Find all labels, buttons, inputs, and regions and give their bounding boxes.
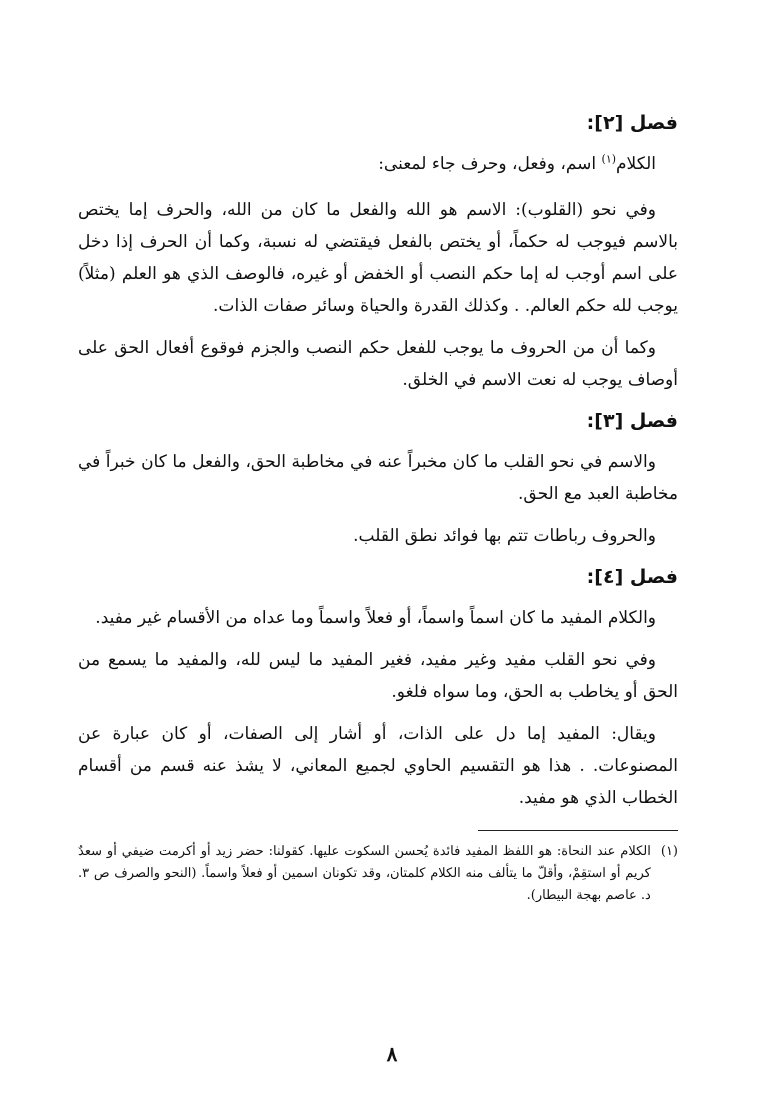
page-body <box>78 108 678 907</box>
intro-word: الكلام <box>616 154 656 174</box>
footnote-reference[interactable]: (١) <box>601 152 617 166</box>
paragraph: والاسم في نحو القلب ما كان مخبراً عنه في مخاطبة الحق، والفعل ما كان خبراً في مخاطبة العبد مع الحق. <box>78 452 678 504</box>
footnote <box>78 841 678 907</box>
footnote-text: الكلام عند النحاة: هو اللفظ المفيد فائدة يُحسن السكوت عليها. كقولنا: حضر زيد أو أكرمت ضيفي أو سعدٌ كريم أو استقِمْ، وأقلّ ما يتألف منه الكلام كلمتان، وقد تكونان اسمين أو فعلاً واسماً. (النحو والصرف ص ٣. د. عاصم بهجة البيطار). <box>78 844 651 903</box>
footnote-divider <box>478 830 678 831</box>
paragraph: وفي نحو القلب مفيد وغير مفيد، فغير المفيد ما ليس لله، والمفيد ما يسمع من الحق أو يخاطب به الحق، وما سواه فلغو. <box>78 650 678 702</box>
intro-rest: اسم، وفعل، وحرف جاء لمعنى: <box>378 154 602 174</box>
paragraph: وفي نحو (القلوب): الاسم هو الله والفعل ما كان من الله، والحرف إما يختص بالاسم فيوجب له حكماً، أو يختص بالفعل فيقتضي له نسبة، وكما أن الحرف إذا دخل على اسم أوجب له إما حكم النصب أو الخفض أو غيره، فالوصف الذي هو العلم (مثلاً) يوجب لله حكم العالم. . وكذلك القدرة والحياة وسائر صفات الذات. <box>78 200 678 316</box>
section-heading: فصل [٤]: <box>586 566 678 588</box>
section-intro <box>78 148 678 180</box>
paragraph: ويقال: المفيد إما دل على الذات، أو أشار إلى الصفات، أو كان عبارة عن المصنوعات. . هذا هو التقسيم الحاوي لجميع المعاني، لا يشذ عنه قسم من أقسام الخطاب الذي هو مفيد. <box>78 724 678 808</box>
paragraph: والكلام المفيد ما كان اسماً واسماً، أو فعلاً واسماً وما عداه من الأقسام غير مفيد. <box>95 608 656 628</box>
footnote-number: (١) <box>660 844 678 859</box>
paragraph: وكما أن من الحروف ما يوجب للفعل حكم النصب والجزم فوقوع أفعال الحق على أوصاف يوجب له نعت الاسم في الخلق. <box>78 338 678 390</box>
section-heading: فصل [٢]: <box>586 112 678 134</box>
paragraph: والحروف رباطات تتم بها فوائد نطق القلب. <box>353 526 656 546</box>
page-number: ٨ <box>386 1042 398 1066</box>
section-heading: فصل [٣]: <box>586 410 678 432</box>
